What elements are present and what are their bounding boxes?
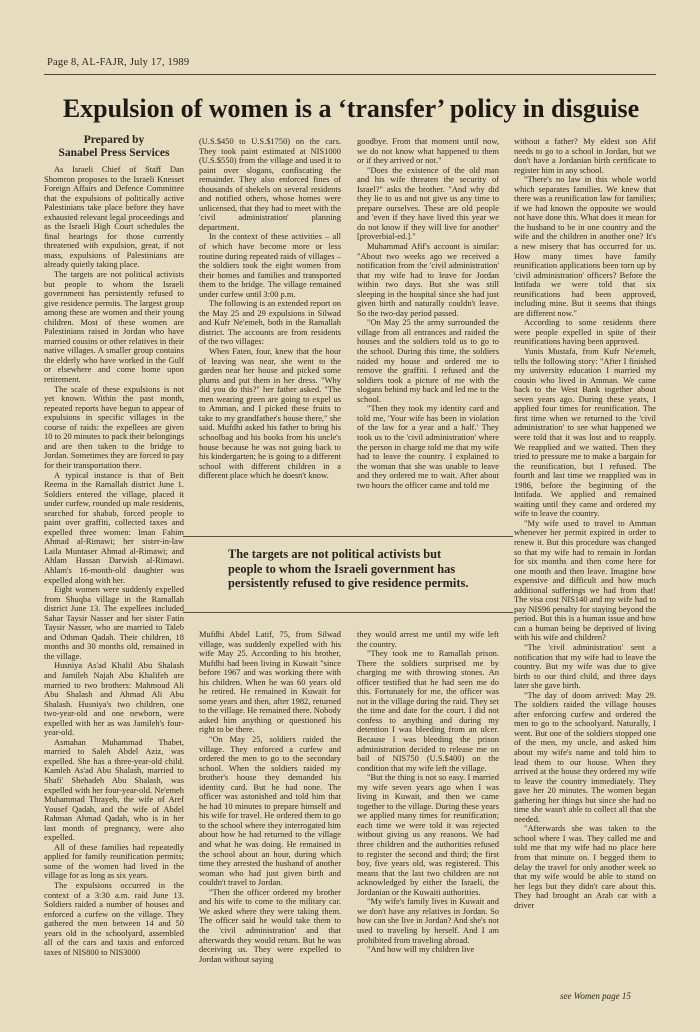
paragraph: A typical instance is that of Beit Reema in the Ramallah district June 1. Soldiers entered the village, placed it under curfew, rounded up male residents, searched for shabab, forced people to paint over graffiti, collected taxes and expelled three women: Iman Fahim Ahmad al-Rimawi; her sister-in-law Laila Muntaser Ahmad al-Rimawi; and Ahlam Hassan Darwish al-Rimawi. Ahlam's 16-month-old daughter was expelled along with her. [44,469,184,585]
page-header: Page 8, AL-FAJR, July 17, 1989 [47,57,190,68]
paragraph: "But the thing is not so easy. I married my wife seven years ago when I was living in Kuwait, and then we came together to the village. During these years we applied many times for reunification; each time we were told it was rejected without giving us any reasons. We had three children and the authorities refused to register the second and third; the first boy, five years old, was registered. This means that the last two children are not acknowledged by either the Israeli, the Jordanian or the Kuwaiti authorities. [357,772,499,897]
paragraph: Husniya As'ad Khalil Abu Shalash and Jamileh Najah Abu Khalifeh are married to two brothers: Mahmoud Ali Abu Shalash and Ahmad Ali Abu Shalash. Husniya's two children, one two-year-old and one newborn, were expelled with her as was Jamileh's four-year-old. [44,660,184,738]
byline [44,134,184,160]
paragraph: "Then they took my identity card and told me, 'Your wife has been in violation of the law for a year and a half.' They took us to the 'civil administration' where the person in charge told me that my wife had to leave the country. I explained to the woman that she was unable to leave and they ordered me to wait. After about two hours the officer came and told me [357,403,499,490]
paragraph: The expulsions occurred in the context of a 3:30 a.m. raid June 13. Soldiers raided a number of houses and enforced a curfew on the village. They gathered the men between 14 and 50 years old in the schoolyard, assembled all of the cars and taxis and enforced taxes of NIS800 to NIS3000 [44,880,184,957]
paragraph: According to some residents there were people expelled in spite of their reunifications having been approved. [514,317,656,347]
paragraph: All of these families had repeatedly applied for family reunification permits; some of the women had lived in the village for as long as six years. [44,841,184,881]
article-column-6 [357,630,499,992]
paragraph: The following is an extended report on the May 25 and 29 expulsions in Silwad and Kufr Ne'emeh, both in the Ramallah district. The accounts are from residents of the two villages: [199,298,341,347]
paragraph: "My wife's family lives in Kuwait and we don't have any relatives in Jordan. So how can she live in Jordan? And she's not used to traveling by herself. And I am prohibited from traveling abroad. [357,896,499,945]
paragraph: Muhammad Afif's account is similar: "About two weeks ago we received a notification from the 'civil administration' that my wife had to leave for Jordan within two days. But she was still sleeping in the hospital since she had just given birth and naturally couldn't leave. So the two-day period passed. [357,241,499,318]
pull-quote-rule-bottom [183,612,513,613]
paragraph: they would arrest me until my wife left the country. [357,629,499,649]
paragraph: Asmahan Muhammad Thabet, married to Saleh Abdel Aziz, was expelled. She has a three-year-old child. Kamleh As'ad Abu Shalash, married to Shafi' Shehadeh Abu Shalash, was expelled with her four-year-old. Ne'emeh Muhammad Thrayeh, the wife of Aref Yousef Qadah, and the wife of Abdel Rahman Ahmad Qadah, who is in her last month of pregnancy, were also expelled. [44,736,184,843]
paragraph: "They took me to Ramallah prison. There the soldiers surprised me by charging me with throwing stones. An officer testified that he had seen me do this. Fortunately for me, the officer was not in the village during the raid. They set the time and date for the court. I did not confess to anything and during my detention I was bleeding from an ulcer. Because I was bleeding the prison administration decided to release me on bail of NIS750 (U.S.$400) on the condition that my wife left the village. [357,648,499,773]
paragraph: "On May 25, soldiers raided the village. They enforced a curfew and ordered the men to go to the secondary school. When the soldiers raided my brother's house they demanded his identity card. But he had none. The officer was astonished and told him that he had 10 minutes to prepare himself and his wife for travel. He ordered them to go to the school where they interrogated him about how he had returned to the village and what he was doing. He remained in the school about an hour, during which time they arrested the husband of another woman who had just given birth and couldn't travel to Jordan. [199,734,341,888]
paragraph: Eight women were suddenly expelled from Shuqba village in the Ramallah district June 13. The expellees included Sahar Taysir Nasser and her sister Fatin Taysir Nasser, who are married to Taleb and Othman Qadah. Their children, 18 months and 30 months old, remained in the village. [44,584,184,661]
continuation-note: see Women page 15 [560,991,631,1001]
paragraph: The targets are not political activists but people to whom the Israeli government has persistently refused to give residence permits. The largest group among these are women and their young children. Most of these women are Palestinians raised in Jordan who have married cousins or other relatives in their native villages. A smaller group contains the elderly who have worked in the Gulf or elsewhere and come home upon retirement. [44,269,184,385]
article-column-5 [199,630,341,992]
pull-quote-rule-top [183,536,513,537]
paragraph: When Faten, four, knew that the hour of leaving was near, she went to the garden near her house and picked some plums and put them in her dress. "Why did you do this?" her father asked. "The men wearing green are going to expel us to Amman, and I picked these fruits to take to my grandfather's house there," she said. Mufdhi asked his father to bring his schoolbag and his books from his uncle's house because he was not going back to his kindergarten; he is going to a different school with different children in a different place which he doesn't know. [199,346,341,481]
article-column-2 [199,137,341,537]
paragraph: "Does the existence of the old man and his wife threaten the security of Israel?" asks the brother. "And why did they lie to us and not give us any time to prepare ourselves. These are old people and 'even if they have lived this year we do not know if they will live for another' [proverbial-ed.]." [357,164,499,242]
paragraph: "My wife used to travel to Amman whenever her permit expired in order to renew it. But this procedure was changed so that my wife had to remain in Jordan for six months and then come here for one month and then leave. Imagine how expensive and difficult and how much additional sufferings we had from that! The visa cost NIS140 and my wife had to pay NIS96 penalty for staying beyond the period. But this is a human issue and how can a human being be deprived of living with his wife and children? [514,517,656,643]
paragraph: "And how will my children live [367,944,475,955]
paragraph: (U.S.$450 to U.S.$1750) on the cars. They took paint estimated at NIS1000 (U.S.$550) from the village and used it to paint over slogans, confiscating the remainder. They also enforced fines of thousands of shekels on several residents and notified others, whose homes were unlicensed, that they had to meet with the 'civil administration' planning department. [199,136,341,232]
byline-prepared-by: Prepared by [83,134,145,146]
paragraph: As Israeli Chief of Staff Dan Shomron proposes to the Israeli Knesset Foreign Affairs and Defence Committee that the expulsions of politically active Palestinians take place before they have exhausted relevant legal proceedings and as the Israeli High Court schedules the final hearings for those currently threatened with expulsion, great, if not mass, expulsions of Palestinians are already quietly taking place. [44,164,184,270]
byline-source: Sanabel Press Services [58,147,170,160]
paragraph: "Then the officer ordered my brother and his wife to come to the military car. We asked where they were taking them. The officer said he would take them to the 'civil administration' and that afterwards they would return. But he was deceiving us. They were expelled to Jordan without saying [199,886,341,964]
paragraph: goodbye. From that moment until now, we do not know what happened to them or if they arrived or not." [357,136,499,166]
article-column-1 [44,165,184,990]
paragraph: without a father? My eldest son Afif needs to go to a school in Jordan, but we don't have a Jordanian birth certificate to register him in any school. [514,136,656,175]
paragraph: Yunis Mustafa, from Kufr Ne'emeh, tells the following story: "After I finished my university education I married my cousin who lived in Amman. We came back to the West Bank together about seven years ago. During these years, I applied four times for reunification. The first time when we returned to the 'civil administration' to see what happened we were told that it was lost and to reapply. We reapplied and we waited. Then they tried to pressure me to make a bargain for the reunification, but I refused. The fourth and last time we reapplied was in 1986, before the beginning of the Intifada. We applied and remained waiting until they came and ordered my wife to leave the country. [514,346,656,519]
pull-quote: The targets are not political activists but people to whom the Israeli government has persistently refused to give residence permits. [228,547,469,590]
paragraph: Mufdhi Abdel Latif, 75, from Silwad village, was suddenly expelled with his wife May 25. According to his brother, Mufdhi had been living in Kuwait "since before 1967 and was working there with his children. When he was 60 years old he retired. He remained in Kuwait for some years and then, after 1982, returned to the village. He remained there. Nobody asked him anything or questioned his right to be there. [199,629,341,735]
paragraph: In the context of these activities – all of which have become more or less routine during repeated raids of villages – the soldiers took the eight women from their homes and families and transported them to the bridge. The village remained under curfew until 3:00 p.m. [199,231,341,299]
paragraph: "Afterwards she was taken to the school where I was. They called me and told me that my wife had no place here from that minute on. I begged them to delay the travel for only another week so that my wife would be able to stand on her legs but they didn't care about this. They had brought an Arab car with a driver [514,823,656,910]
header-rule [44,74,656,75]
article-column-4 [514,137,656,987]
paragraph: "There's no law in this whole world which separates families. We knew that there was a reunification law for families; if we had known the opposite we would not have done this. What does it mean for the husband to be in one country and the wife and the children in another one? It's a new misery that has occurred for us. How many times have family reunification applications been torn up by 'civil administration' officers? Before the Intifada we were told that six reunifications had been approved, including mine. But it seems that things are different now." [514,174,656,318]
paragraph: The scale of these expulsions is not yet known. Within the past month, repeated reports have begun to appear of expulsions in specific villages in the course of raids: the expellees are given 10 to 20 minutes to pack their belongings and are then taken to the bridge to Jordan. Sometimes they are forced to pay for their transportation there. [44,383,184,470]
paragraph: "The 'civil administration' sent a notification that my wife had to leave the country. But my wife was due to give birth to our third child, and three days later she gave birth. [514,641,656,691]
headline: Expulsion of women is a ‘transfer’ policy in disguise [62,94,640,123]
article-column-3 [357,137,499,537]
paragraph: "On May 25 the army surrounded the village from all entrances and raided the houses and the soldiers told us to go to the school. During this time, the soldiers raided my house and ordered me to remove the graffiti. I refused and the soldiers took a picture of me with the slogans behind my back and led me to the school. [357,317,499,404]
paragraph: "The day of doom arrived: May 29. The soldiers raided the village houses after enforcing curfew and ordered the men to go to the schoolyard. Naturally, I went. But one of the soldiers stopped one of the men, my uncle, and asked him about my wife's name and told him to lead them to our house. When they arrived at the house they ordered my wife to leave the country immediately. They gave her 20 minutes. The women began gathering her things but since she had no time she wasn't able to collect all that she needed. [514,689,656,824]
